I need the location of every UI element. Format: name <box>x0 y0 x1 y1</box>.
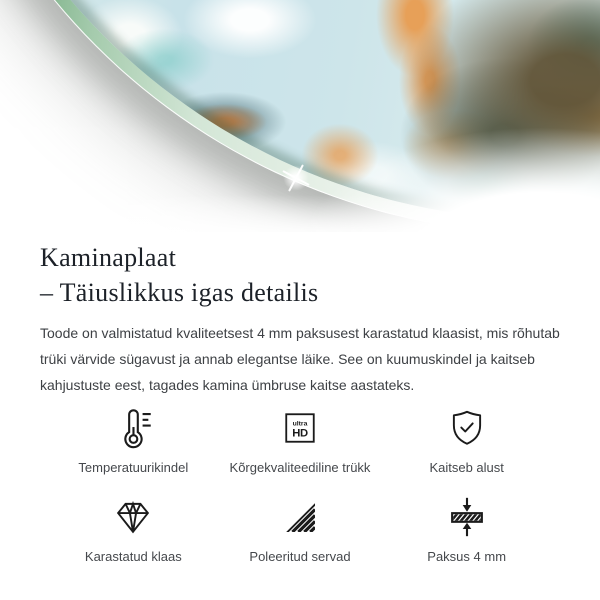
feature-label: Poleeritud servad <box>249 549 351 564</box>
feature-temperature <box>50 404 217 477</box>
feature-label: Temperatuurikindel <box>78 460 189 475</box>
feature-thickness <box>383 493 550 566</box>
shield-check-icon <box>446 407 488 449</box>
product-image <box>0 0 600 232</box>
thermometer-icon <box>110 405 156 451</box>
svg-text:ultra: ultra <box>292 420 308 428</box>
feature-protects-base <box>383 404 550 477</box>
diamond-icon <box>112 496 154 538</box>
title-line-1: Kaminaplaat <box>40 243 177 272</box>
svg-text:HD: HD <box>292 427 308 440</box>
feature-label: Paksus 4 mm <box>427 549 507 564</box>
ultra-hd-icon <box>280 408 320 448</box>
feature-label: Kõrgekvaliteediline trükk <box>229 460 371 475</box>
feature-polished-edges <box>217 493 384 566</box>
feature-label: Kaitseb alust <box>429 460 504 475</box>
feature-print-quality <box>217 404 384 477</box>
product-description: Toode on valmistatud kvaliteetsest 4 mm paksusest karastatud klaasist, mis rõhutab trüki värvide sügavust ja annab elegantse läike. See on kuumuskindel ja kaitseb kahjustuste eest, tagades kamina ümbruse kaitse aastateks. <box>40 325 560 393</box>
page-title <box>40 240 560 310</box>
feature-label: Karastatud klaas <box>84 549 182 564</box>
title-line-2: – Täiuslikkus igas detailis <box>40 278 319 307</box>
polished-edges-icon <box>281 498 319 536</box>
thickness-icon <box>444 494 490 540</box>
feature-grid <box>50 404 550 566</box>
feature-tempered-glass <box>50 493 217 566</box>
